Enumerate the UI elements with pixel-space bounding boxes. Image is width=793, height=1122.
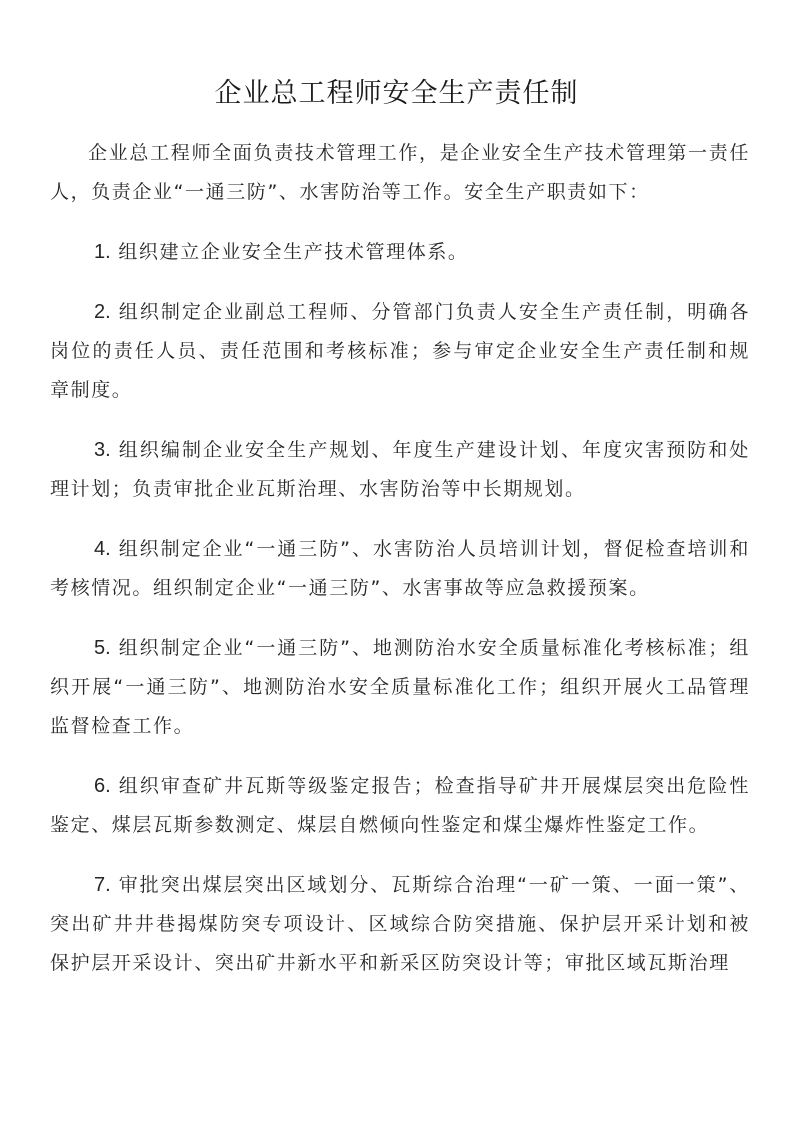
intro-paragraph: 企业总工程师全面负责技术管理工作，是企业安全生产技术管理第一责任人，负责企业“一通三防”、水害防治等工作。安全生产职责如下：: [50, 142, 750, 203]
document-title: 企业总工程师安全生产责任制: [214, 78, 579, 110]
item-text: 组织审查矿井瓦斯等级鉴定报告；检查指导矿井开展煤层突出危险性鉴定、煤层瓦斯参数测定、煤层自燃倾向性鉴定和煤尘爆炸性鉴定工作。: [50, 775, 750, 836]
item-text: 组织编制企业安全生产规划、年度生产建设计划、年度灾害预防和处理计划；负责审批企业瓦斯治理、水害防治等中长期规划。: [50, 439, 750, 500]
list-item: [50, 767, 750, 845]
item-number: 2.: [94, 301, 111, 323]
item-number: 6.: [94, 775, 111, 797]
item-text: 审批突出煤层突出区域划分、瓦斯综合治理“一矿一策、一面一策”、突出矿井井巷揭煤防突专项设计、区域综合防突措施、保护层开采计划和被保护层开采设计、突出矿井新水平和新采区防突设计等；审批区域瓦斯治理: [50, 874, 750, 974]
item-number: 1.: [94, 241, 111, 263]
item-text: 组织制定企业副总工程师、分管部门负责人安全生产责任制，明确各岗位的责任人员、责任范围和考核标准；参与审定企业安全生产责任制和规章制度。: [50, 301, 750, 401]
item-text: 组织建立企业安全生产技术管理体系。: [118, 241, 469, 263]
list-item: [50, 233, 750, 272]
list-item: [50, 629, 750, 746]
list-item: [50, 530, 750, 608]
item-number: 5.: [94, 637, 111, 659]
item-number: 4.: [94, 538, 111, 560]
list-item: [50, 866, 750, 983]
item-number: 7.: [94, 874, 111, 896]
list-item: [50, 431, 750, 509]
item-text: 组织制定企业“一通三防”、水害防治人员培训计划，督促检查培训和考核情况。组织制定企业“一通三防”、水害事故等应急救援预案。: [50, 538, 750, 599]
item-number: 3.: [94, 439, 111, 461]
item-text: 组织制定企业“一通三防”、地测防治水安全质量标准化考核标准；组织开展“一通三防”、地测防治水安全质量标准化工作；组织开展火工品管理监督检查工作。: [50, 637, 750, 737]
list-item: [50, 293, 750, 410]
document-body: [50, 134, 750, 983]
